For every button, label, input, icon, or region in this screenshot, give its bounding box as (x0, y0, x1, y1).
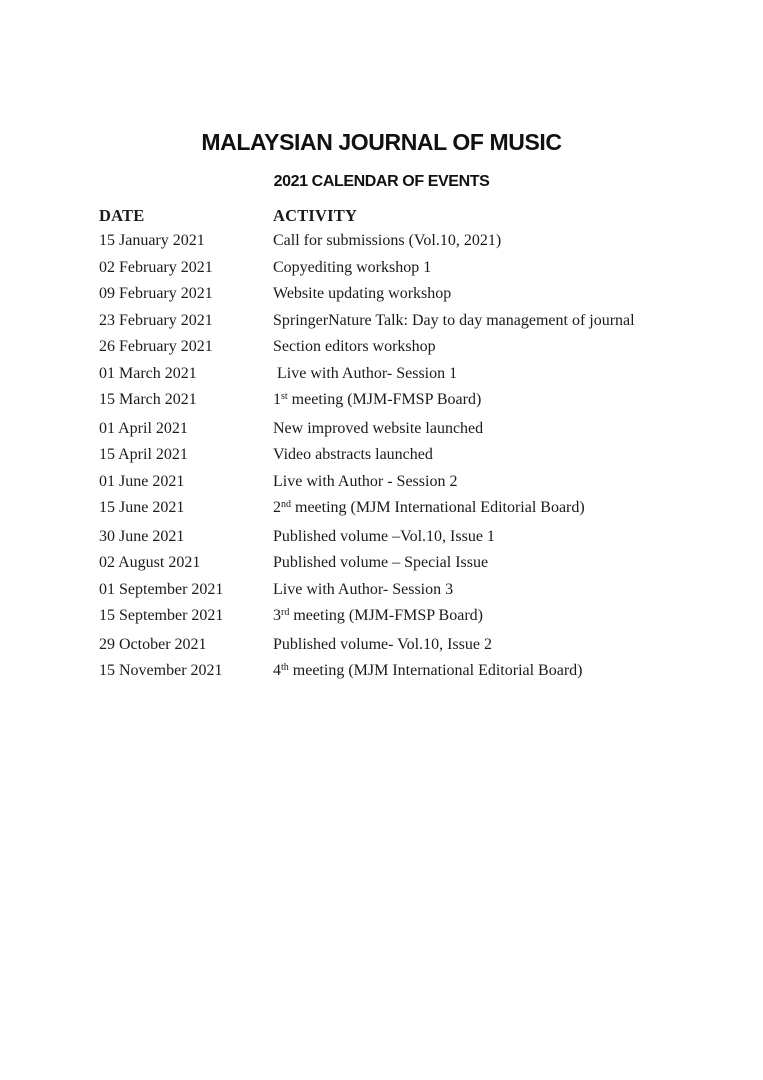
date-cell: 15 January 2021 (99, 232, 205, 249)
events-table-body (99, 228, 693, 687)
date-cell: 29 October 2021 (99, 635, 207, 653)
activity-text: Live with Author- Session 3 (273, 580, 454, 598)
date-cell: 01 September 2021 (99, 580, 224, 598)
date-cell: 15 March 2021 (99, 391, 197, 408)
table-row (99, 524, 693, 551)
activity-cell (273, 469, 693, 496)
table-row (99, 228, 693, 255)
activity-cell (273, 387, 693, 416)
date-cell: 01 March 2021 (99, 364, 197, 382)
date-cell: 09 February 2021 (99, 285, 213, 302)
activity-text: 2 (273, 499, 281, 516)
activity-cell (273, 416, 693, 443)
table-row (99, 308, 693, 335)
activity-text: meeting (MJM International Editorial Board) (291, 499, 585, 516)
activity-text: meeting (MJM-FMSP Board) (289, 607, 483, 624)
activity-cell (273, 361, 693, 388)
activity-text: SpringerNature Talk: Day to day management of journal (273, 311, 635, 329)
table-row (99, 281, 693, 308)
date-cell: 15 April 2021 (99, 446, 188, 463)
date-cell: 01 June 2021 (99, 472, 185, 490)
activity-text: Video abstracts launched (273, 446, 433, 463)
activity-cell (273, 308, 693, 335)
date-cell: 23 February 2021 (99, 311, 213, 329)
activity-text: 1 (273, 391, 281, 408)
table-row (99, 416, 693, 443)
activity-text: New improved website launched (273, 419, 484, 437)
date-cell: 30 June 2021 (99, 527, 185, 545)
activity-text: Website updating workshop (273, 285, 452, 302)
activity-cell (273, 495, 693, 524)
activity-text: Live with Author - Session 2 (273, 472, 458, 490)
activity-text: Live with Author- Session 1 (273, 364, 458, 382)
table-row (99, 442, 693, 469)
table-row (99, 632, 693, 659)
activity-text: Section editors workshop (273, 338, 436, 355)
table-row (99, 495, 693, 524)
date-cell: 02 February 2021 (99, 258, 213, 276)
activity-cell (273, 550, 693, 577)
date-column-header: DATE (99, 206, 145, 225)
date-cell: 15 November 2021 (99, 662, 223, 679)
activity-cell (273, 632, 693, 659)
activity-text: Published volume- Vol.10, Issue 2 (273, 635, 492, 653)
activity-text: meeting (MJM-FMSP Board) (287, 391, 482, 408)
activity-text: Published volume – Special Issue (273, 554, 489, 571)
date-cell: 26 February 2021 (99, 338, 213, 355)
table-row (99, 603, 693, 632)
table-header-row (99, 205, 693, 226)
calendar-subtitle: 2021 CALENDAR OF EVENTS (273, 173, 490, 190)
journal-title: MALAYSIAN JOURNAL OF MUSIC (201, 129, 562, 155)
activity-text: Copyediting workshop 1 (273, 258, 432, 276)
activity-text: meeting (MJM International Editorial Board) (288, 662, 583, 679)
activity-cell (273, 603, 693, 632)
table-row (99, 334, 693, 361)
ordinal-superscript: nd (281, 499, 291, 510)
activity-text: 3 (273, 607, 281, 624)
date-cell: 15 September 2021 (99, 607, 224, 624)
activity-text: 4 (273, 662, 281, 679)
activity-text: Call for submissions (Vol.10, 2021) (273, 232, 502, 249)
events-table (99, 205, 693, 687)
ordinal-superscript: rd (281, 607, 290, 618)
table-row (99, 577, 693, 604)
ordinal-superscript: st (281, 391, 288, 402)
activity-cell (273, 228, 693, 255)
activity-cell (273, 658, 693, 687)
table-row (99, 361, 693, 388)
activity-cell (273, 281, 693, 308)
table-row (99, 469, 693, 496)
date-cell: 02 August 2021 (99, 554, 201, 571)
date-cell: 01 April 2021 (99, 419, 188, 437)
table-row (99, 255, 693, 282)
activity-column-header: ACTIVITY (273, 206, 358, 225)
table-row (99, 550, 693, 577)
activity-cell (273, 577, 693, 604)
activity-text: Published volume –Vol.10, Issue 1 (273, 527, 495, 545)
table-row (99, 658, 693, 687)
date-cell: 15 June 2021 (99, 499, 185, 516)
activity-cell (273, 442, 693, 469)
activity-cell (273, 334, 693, 361)
ordinal-superscript: th (281, 662, 289, 673)
activity-cell (273, 255, 693, 282)
activity-cell (273, 524, 693, 551)
table-row (99, 387, 693, 416)
